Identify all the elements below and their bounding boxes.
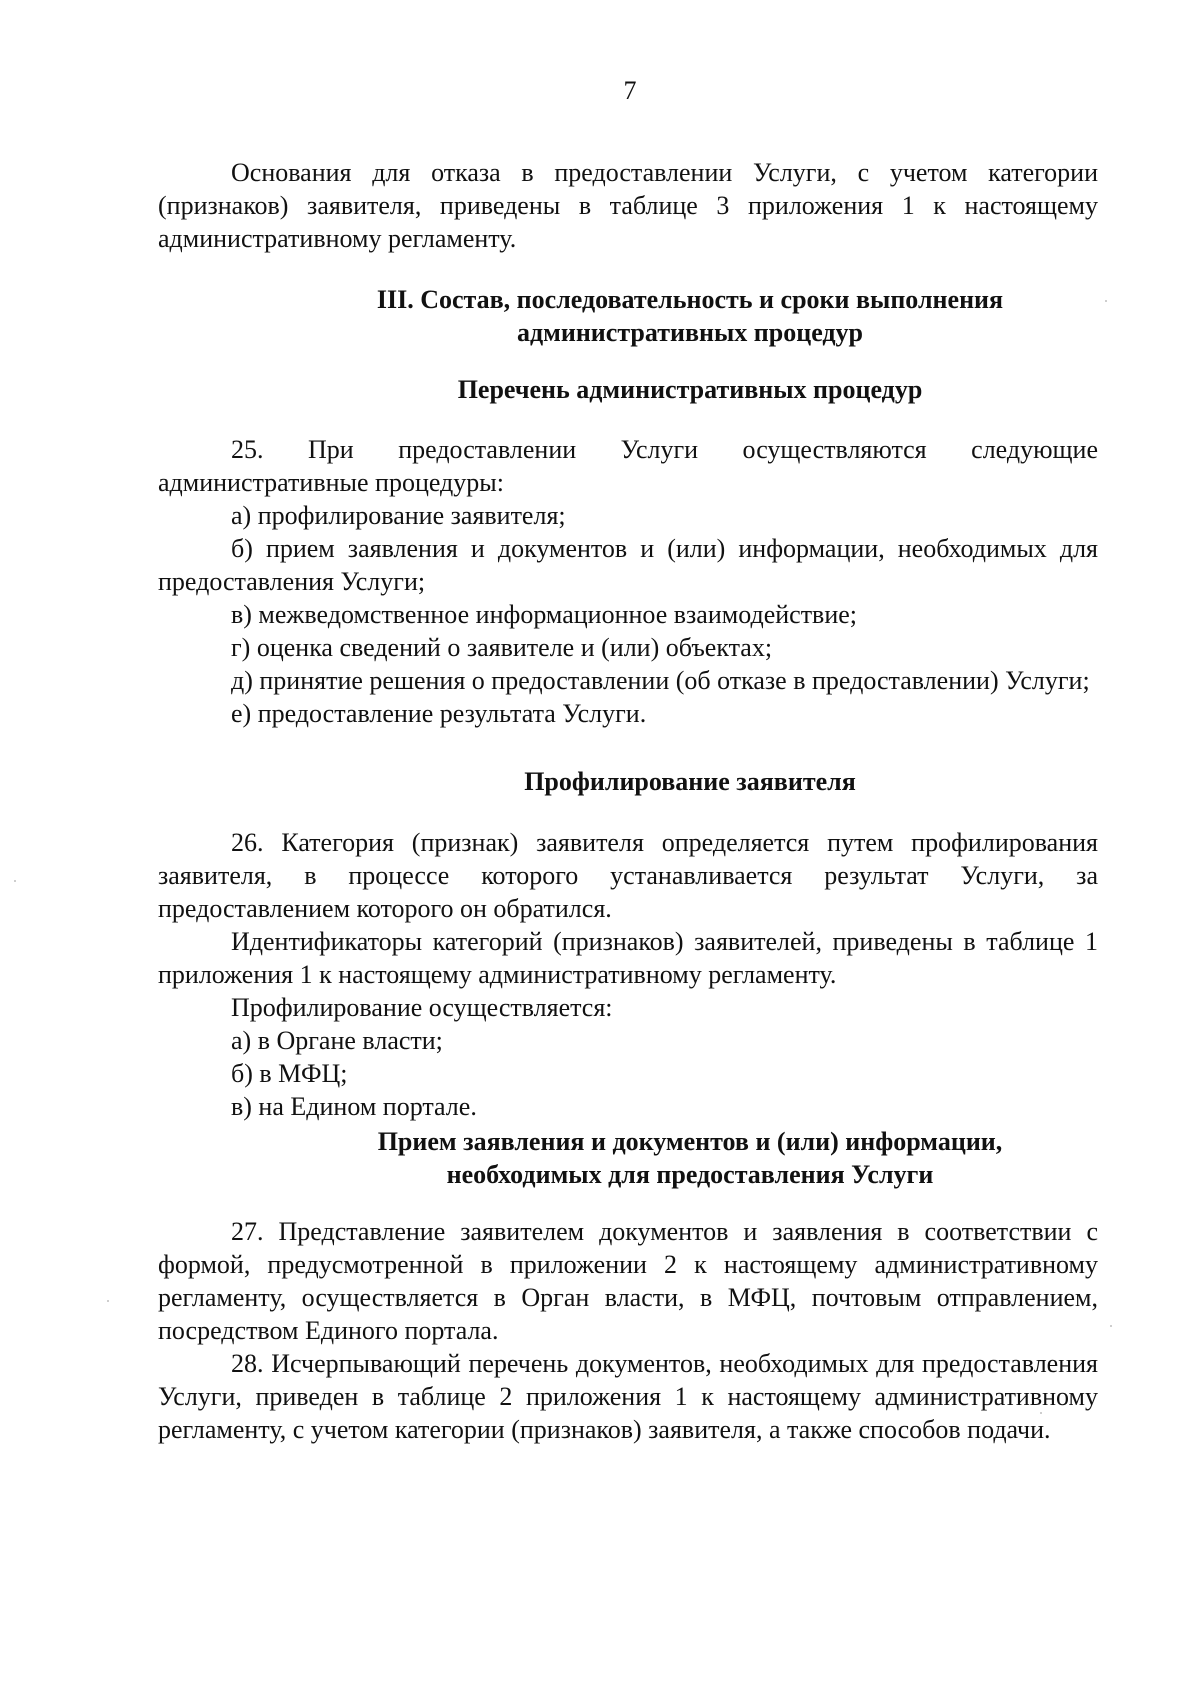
page-number: 7 — [623, 76, 637, 105]
profiling-item-a: а) в Органе власти; — [231, 1026, 443, 1055]
intro-paragraph: Основания для отказа в предоставлении Услуги, с учетом категории (признаков) заявителя, приведены в таблице 3 приложения 1 к настоящему административному регламенту. — [158, 158, 1098, 253]
reception-heading-line-1: Прием заявления и документов и (или) информации, — [377, 1127, 1003, 1156]
reception-heading — [200, 1125, 1180, 1191]
scan-speck — [1105, 300, 1107, 302]
paragraph-25: 25. При предоставлении Услуги осуществляются следующие административные процедуры: — [158, 435, 1098, 497]
procedure-item-e: е) предоставление результата Услуги. — [231, 699, 647, 728]
procedures-heading-text: Перечень административных процедур — [457, 375, 923, 404]
intro-block — [158, 156, 1098, 255]
paragraph-28: 28. Исчерпывающий перечень документов, необходимых для предоставления Услуги, приведен в таблице 2 приложения 1 к настоящему административному регламенту, с учетом категории (признаков) заявителя, а также способов подачи. — [158, 1349, 1098, 1444]
section-heading — [200, 283, 1180, 349]
procedure-item-v: в) межведомственное информационное взаимодействие; — [231, 600, 858, 629]
procedures-block — [158, 433, 1098, 730]
section-heading-line-1: III. Состав, последовательность и сроки выполнения — [376, 285, 1004, 314]
scan-speck — [14, 880, 16, 882]
section-heading-line-2: административных процедур — [516, 318, 864, 347]
procedure-item-d: д) принятие решения о предоставлении (об отказе в предоставлении) Услуги; — [231, 666, 1090, 695]
paragraph-27: 27. Представление заявителем документов и заявления в соответствии с формой, предусмотренной в приложении 2 к настоящему административному регламенту, осуществляется в Орган власти, в МФЦ, почтовым отправлением, посредством Единого портала. — [158, 1217, 1098, 1345]
procedure-item-g: г) оценка сведений о заявителе и (или) объектах; — [231, 633, 773, 662]
procedure-item-a: а) профилирование заявителя; — [231, 501, 566, 530]
procedure-item-b: б) прием заявления и документов и (или) информации, необходимых для предоставления Услуги; — [158, 534, 1098, 596]
reception-heading-line-2: необходимых для предоставления Услуги — [446, 1160, 934, 1189]
profiling-heading-text: Профилирование заявителя — [524, 767, 856, 796]
profiling-intro: Профилирование осуществляется: — [231, 993, 613, 1022]
paragraph-26: 26. Категория (признак) заявителя определяется путем профилирования заявителя, в процессе которого устанавливается результат Услуги, за предоставлением которого он обратился. — [158, 828, 1098, 923]
procedures-heading — [200, 373, 1180, 406]
profiling-item-b: б) в МФЦ; — [231, 1059, 348, 1088]
identifiers-paragraph: Идентификаторы категорий (признаков) заявителей, приведены в таблице 1 приложения 1 к настоящему административному регламенту. — [158, 927, 1098, 989]
scan-speck — [1040, 1412, 1042, 1414]
reception-block — [158, 1215, 1098, 1446]
profiling-heading — [200, 765, 1180, 798]
scan-speck — [1110, 1325, 1112, 1327]
profiling-item-v: в) на Едином портале. — [231, 1092, 477, 1121]
profiling-block — [158, 826, 1098, 1123]
scan-speck — [107, 1300, 109, 1302]
